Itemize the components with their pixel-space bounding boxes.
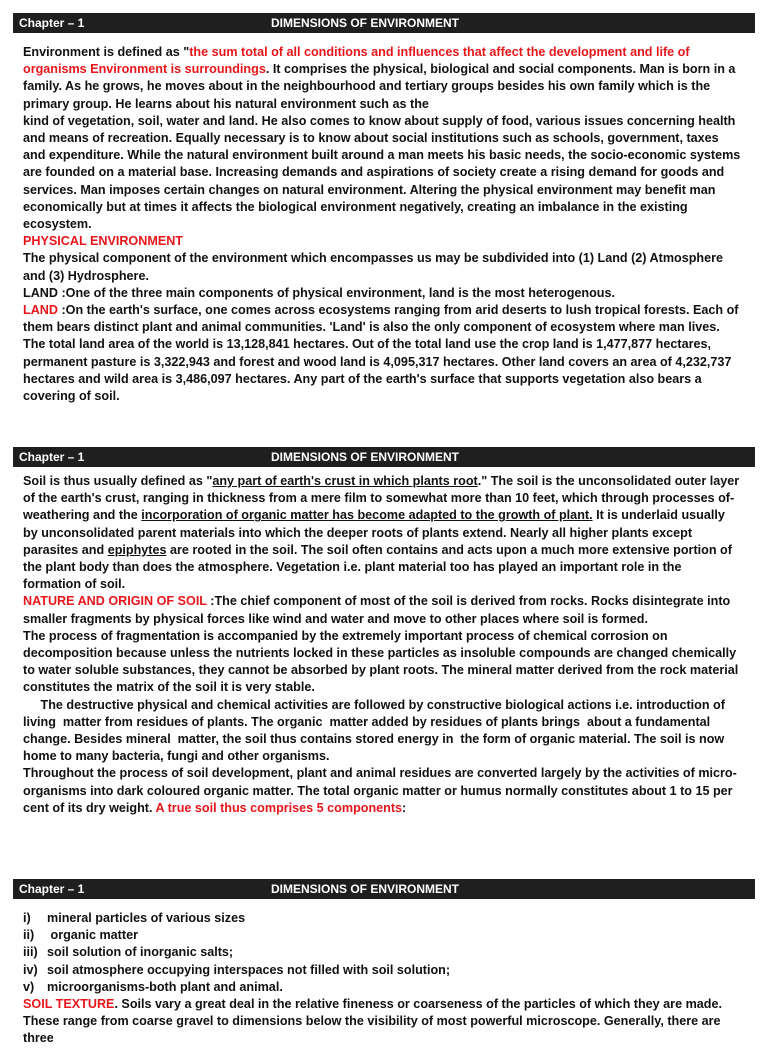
paragraph: LAND :One of the three main components of physical environment, land is the most heterogenous.	[23, 285, 615, 300]
land-heading: LAND	[23, 303, 58, 318]
page-3-body	[23, 910, 743, 1048]
paragraph: The process of fragmentation is accompanied by the extremely important process of chemical corrosion on decomposition because unless the nutrients locked in these particles as insoluble compounds are changed chemically to water soluble substances, they cannot be absorbed by plant roots. The mineral matter derived from the rock material constitutes the matrix of the soil it is very stable.	[23, 628, 739, 695]
list-item: v) microorganisms-both plant and animal.	[23, 979, 283, 994]
section-heading-nature: NATURE AND ORIGIN OF SOIL	[23, 594, 207, 609]
section-heading-texture: SOIL TEXTURE	[23, 997, 115, 1012]
chapter-header-bar	[13, 447, 755, 467]
chapter-label: Chapter – 1	[19, 882, 85, 896]
intro-paragraph: Environment is defined as "the sum total of all conditions and influences that affect the development and life of organisms Environment is surroundings. It comprises the physical, biological and social components. Man is born in a family. As he grows, he moves about in the neighbourhood and tertiary groups besides his own family which is the primary group. He learns about his natural environment such as the	[23, 45, 736, 111]
chapter-title: DIMENSIONS OF ENVIRONMENT	[271, 882, 460, 896]
texture-paragraph: SOIL TEXTURE. Soils vary a great deal in the relative fineness or coarseness of the particles of which they are made. These range from coarse gravel to dimensions below the visibility of most powerful microscope. Generally, there are three	[23, 997, 722, 1046]
chapter-header-bar	[13, 13, 755, 33]
land-paragraph: LAND :On the earth's surface, one comes across ecosystems ranging from arid deserts to lush tropical forests. Each of them bears distinct plant and animal communities. 'Land' is also the only component of ecosystem where man lives. The total land area of the world is 13,128,841 hectares. Out of the total land use the crop land is 1,477,877 hectares, permanent pasture is 3,322,943 and forest and wood land is 4,095,317 hectares. Other land covers an area of 4,232,737 hectares and wild area is 3,486,097 hectares. Any part of the earth's surface that supports vegetation also bears a covering of soil.	[23, 303, 739, 404]
list-item: iii) soil solution of inorganic salts;	[23, 945, 234, 960]
chapter-label: Chapter – 1	[19, 16, 85, 30]
chapter-title: DIMENSIONS OF ENVIRONMENT	[271, 16, 460, 30]
chapter-header-bar	[13, 879, 755, 899]
list-item: i) mineral particles of various sizes	[23, 911, 246, 925]
soil-definition-paragraph: Soil is thus usually defined as "any part of earth's crust in which plants root." The soil is the unconsolidated outer layer of the earth's crust, ranging in thickness from a mere film to somewhat more than 10 feet, which through processes of-weathering and the incorporation of organic matter has become adapted to the growth of plant. It is underlaid usually by unconsolidated parent materials into which the deeper roots of plants extend. Nearly all higher plants except parasites and epiphytes are rooted in the soil. The soil often contains and acts upon a much more extensive portion of the plant body than does the atmosphere. Vegetation i.e. plant material too has played an important role in the formation of soil.	[23, 474, 740, 592]
paragraph: kind of vegetation, soil, water and land. He also comes to know about supply of food, various issues concerning health and means of recreation. Equally necessary is to know about social institutions such as schools, government, taxes and expenditure. While the natural environment built around a man meets his basic needs, the socio-economic systems are founded on a material base. Increasing demands and aspirations of society create a rising demand for goods and services. Man imposes certain changes on natural environment. Altering the physical environment may benefit man economically but at times it affects the biological environment negatively, creating an imbalance in the existing ecosystem.	[23, 113, 741, 232]
chapter-title: DIMENSIONS OF ENVIRONMENT	[271, 450, 460, 464]
paragraph: Throughout the process of soil development, plant and animal residues are converted largely by the activities of micro-organisms into dark coloured organic matter. The total organic matter or humus normally constitutes about 1 to 15 per cent of its dry weight. A true soil thus comprises 5 components:	[23, 766, 737, 815]
list-item: iv) soil atmosphere occupying interspaces not filled with soil solution;	[23, 962, 451, 977]
section-heading-physical: PHYSICAL ENVIRONMENT	[23, 234, 184, 249]
page-1-body	[23, 44, 743, 405]
nature-paragraph: NATURE AND ORIGIN OF SOIL :The chief component of most of the soil is derived from rocks. Rocks disintegrate into smaller fragments by physical forces like wind and water and move to other places where soil is formed.	[23, 594, 731, 626]
definition-highlight: the sum total of all conditions and influences that affect the development and life of organisms Environment is surroundings	[23, 45, 690, 77]
page-2-body	[23, 473, 743, 817]
paragraph: The destructive physical and chemical activities are followed by constructive biological actions i.e. introduction of living matter from residues of plants. The organic matter added by residues of plants brings about a fundamental change. Besides mineral matter, the soil thus contains stored energy in the form of organic material. The soil is now home to many bacteria, fungi and other organisms.	[23, 697, 729, 764]
paragraph: The physical component of the environment which encompasses us may be subdivided into (1) Land (2) Atmosphere and (3) Hydrosphere.	[23, 251, 724, 283]
components-highlight: A true soil thus comprises 5 components	[155, 800, 403, 815]
list-item: ii) organic matter	[23, 928, 138, 943]
chapter-label: Chapter – 1	[19, 450, 85, 464]
soil-components-list	[23, 910, 743, 996]
